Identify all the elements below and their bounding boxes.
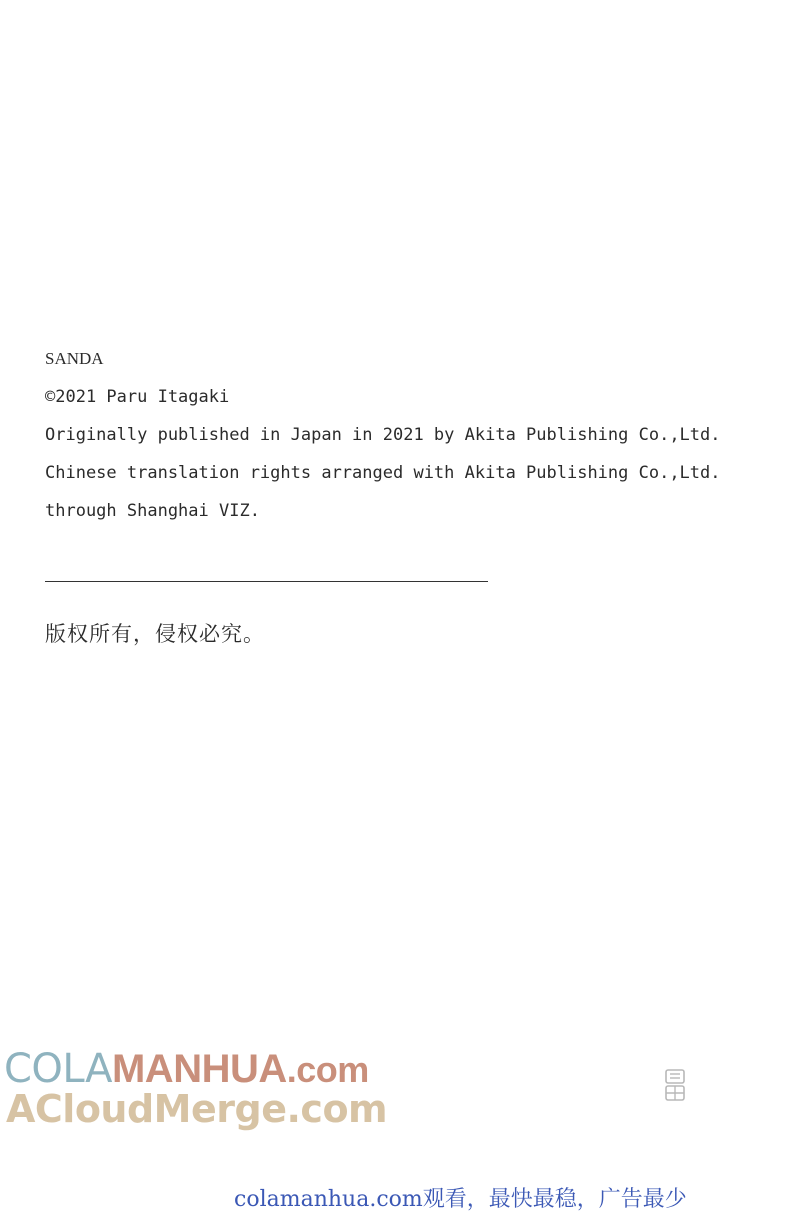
copyright-line: ©2021 Paru Itagaki (45, 387, 230, 407)
footer-promo: colamanhua.com观看，最快最稳，广告最少 (234, 1187, 687, 1212)
rights-notice: 版权所有，侵权必究。 (45, 622, 265, 646)
agent-line: through Shanghai VIZ. (45, 501, 260, 521)
watermark-cola: COLA (4, 1046, 112, 1092)
acloudmerge-watermark: ACloudMerge.com (6, 1087, 388, 1131)
publication-line: Originally published in Japan in 2021 by Akita Publishing Co.,Ltd. (45, 425, 721, 445)
bilibili-logo (664, 1068, 686, 1102)
divider (45, 581, 488, 582)
watermark-dotcom: .com (286, 1049, 369, 1090)
series-title: SANDA (45, 349, 104, 368)
colamanhua-watermark (4, 1046, 369, 1092)
bilibili-manhua-icon (664, 1068, 686, 1102)
copyright-block (45, 340, 721, 530)
translation-rights-line: Chinese translation rights arranged with Akita Publishing Co.,Ltd. (45, 463, 721, 483)
watermark-manhua: MANHUA (111, 1047, 287, 1091)
